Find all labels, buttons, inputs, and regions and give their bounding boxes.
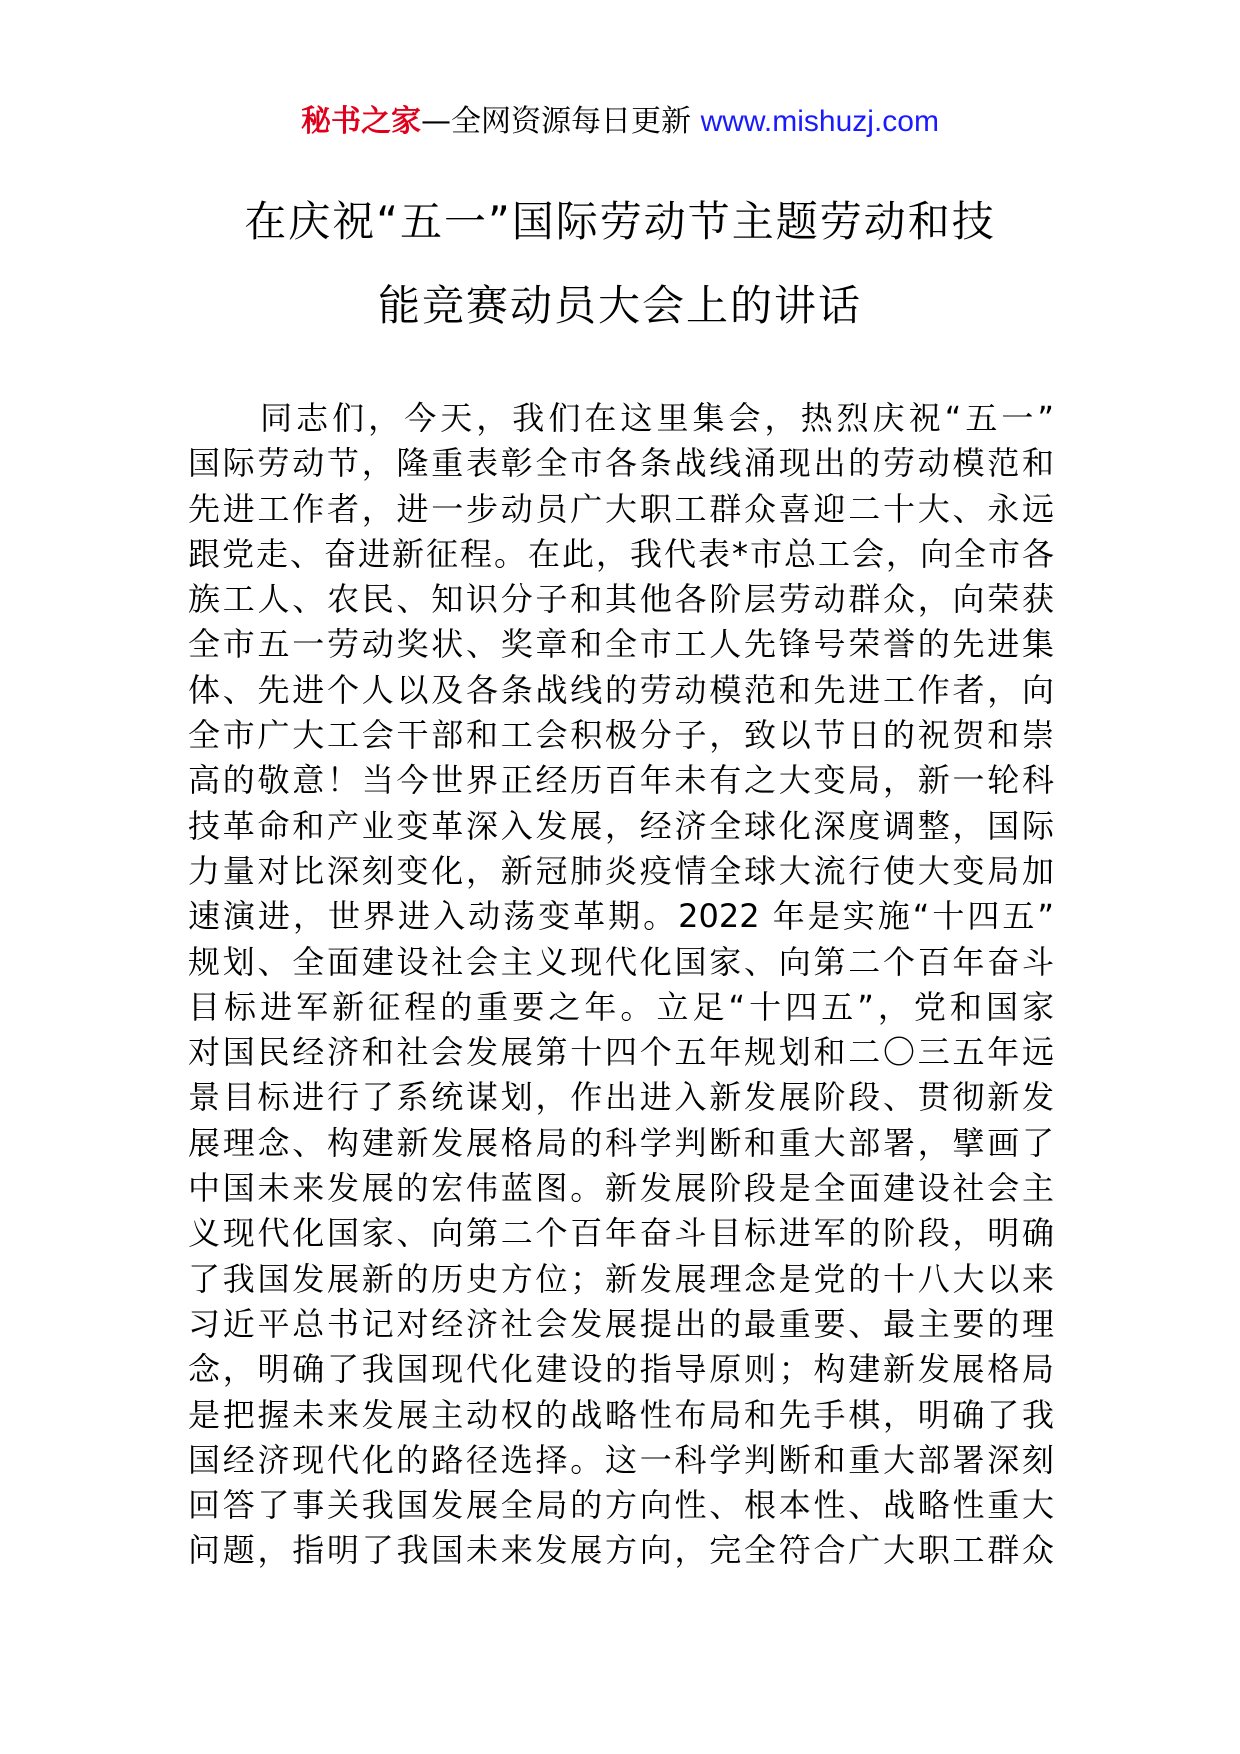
site-url-link[interactable]: www.mishuzj.com	[700, 105, 939, 138]
document-title	[180, 180, 1060, 348]
body-line: 目标进军新征程的重要之年。立足“十四五”，党和国家	[188, 987, 1054, 1026]
body-line: 对国民经济和社会发展第十四个五年规划和二〇三五年远	[188, 1033, 1054, 1072]
body-line: 先进工作者，进一步动员广大职工群众喜迎二十大、永远	[188, 489, 1054, 528]
body-line: 技革命和产业变革深入发展，经济全球化深度调整，国际	[188, 806, 1054, 845]
body-line: 了我国发展新的历史方位；新发展理念是党的十八大以来	[188, 1259, 1054, 1298]
body-line: 跟党走、奋进新征程。在此，我代表*市总工会，向全市各	[188, 534, 1054, 573]
body-line: 规划、全面建设社会主义现代化国家、向第二个百年奋斗	[188, 942, 1054, 981]
body-line: 问题，指明了我国未来发展方向，完全符合广大职工群众	[188, 1531, 1054, 1570]
body-line: 念，明确了我国现代化建设的指导原则；构建新发展格局	[188, 1350, 1054, 1389]
body-line: 高的敬意！当今世界正经历百年未有之大变局，新一轮科	[188, 761, 1054, 800]
body-line: 义现代化国家、向第二个百年奋斗目标进军的阶段，明确	[188, 1214, 1054, 1253]
body-line: 全市广大工会干部和工会积极分子，致以节日的祝贺和崇	[188, 716, 1054, 755]
body-line: 中国未来发展的宏伟蓝图。新发展阶段是全面建设社会主	[188, 1169, 1054, 1208]
brand-name: 秘书之家	[301, 104, 422, 139]
body-line: 国经济现代化的路径选择。这一科学判断和重大部署深刻	[188, 1440, 1054, 1479]
body-line: 回答了事关我国发展全局的方向性、根本性、战略性重大	[188, 1486, 1054, 1525]
body-line: 体、先进个人以及各条战线的劳动模范和先进工作者，向	[188, 670, 1054, 709]
body-line: 习近平总书记对经济社会发展提出的最重要、最主要的理	[188, 1304, 1054, 1343]
title-line: 在庆祝“五一”国际劳动节主题劳动和技	[244, 197, 996, 246]
title-line: 能竞赛动员大会上的讲话	[377, 281, 862, 330]
document-body	[188, 396, 1054, 1574]
site-header	[0, 100, 1240, 144]
body-line: 族工人、农民、知识分子和其他各阶层劳动群众，向荣获	[188, 580, 1054, 619]
body-line: 国际劳动节，隆重表彰全市各条战线涌现出的劳动模范和	[188, 444, 1054, 483]
body-line: 是把握未来发展主动权的战略性布局和先手棋，明确了我	[188, 1395, 1054, 1434]
body-line: 力量对比深刻变化，新冠肺炎疫情全球大流行使大变局加	[188, 851, 1054, 890]
header-tagline: —全网资源每日更新	[421, 104, 692, 139]
body-line: 同志们，今天，我们在这里集会，热烈庆祝“五一”	[188, 399, 1054, 437]
body-line: 全市五一劳动奖状、奖章和全市工人先锋号荣誉的先进集	[188, 625, 1054, 664]
body-line: 展理念、构建新发展格局的科学判断和重大部署，擘画了	[188, 1123, 1054, 1162]
body-line: 速演进，世界进入动荡变革期。2022 年是实施“十四五”	[188, 897, 1054, 936]
body-line: 景目标进行了系统谋划，作出进入新发展阶段、贯彻新发	[188, 1078, 1054, 1117]
